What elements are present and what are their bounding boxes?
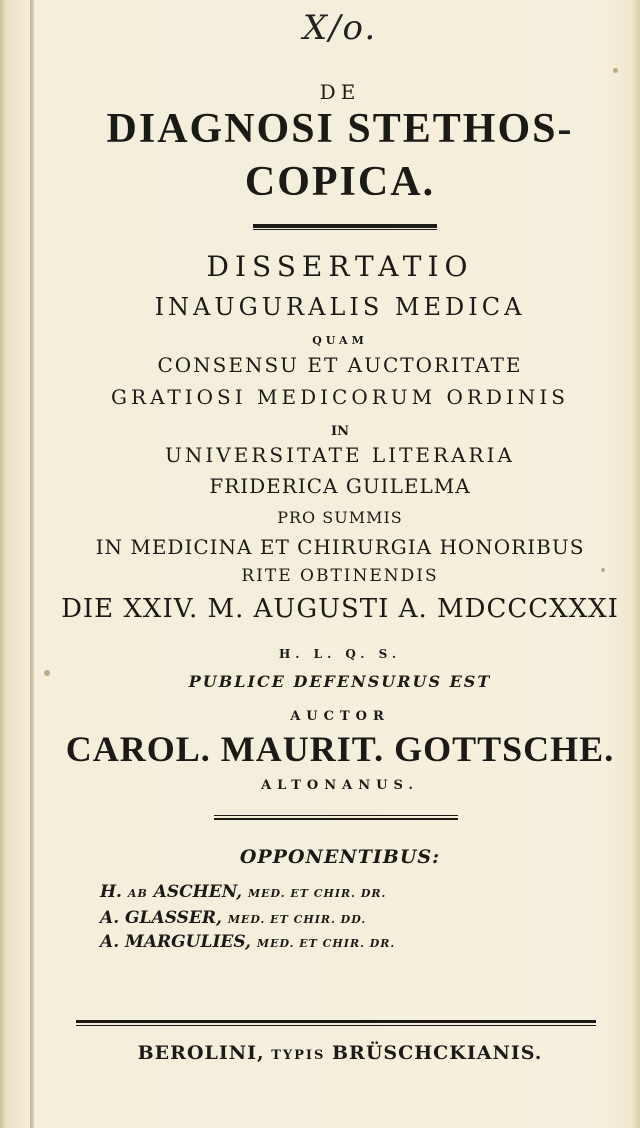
consensu-text: CONSENSU ET AUCTORITATE: [157, 353, 523, 377]
paper-speck: [44, 670, 50, 676]
imprint-typis: TYPIS: [271, 1048, 326, 1063]
opponent-title: MED. ET CHIR. DR.: [247, 887, 387, 900]
title-line-2: COPICA.: [244, 159, 436, 205]
opponent-line: [100, 882, 386, 902]
title-rule-thin: [253, 229, 437, 230]
bottom-rule-thick: [76, 1020, 596, 1023]
rite-text: RITE OBTINENDIS: [241, 566, 439, 586]
imprint: [60, 1042, 620, 1064]
opponent-initial: A.: [100, 932, 120, 952]
title-page: [60, 0, 620, 1128]
title-line-1: DIAGNOSI STETHOS-: [106, 106, 574, 152]
binding-shadow: [30, 0, 34, 1128]
opponent-initial: H.: [100, 882, 122, 902]
opponents-heading: OPPONENTIBUS:: [239, 846, 441, 868]
opponent-name: GLASSER,: [125, 908, 222, 928]
quam-text: QUAM: [312, 334, 368, 347]
title-prefix: DE: [319, 80, 361, 104]
bottom-rule-thin: [76, 1025, 596, 1026]
handwritten-shelfmark: X/o.: [302, 8, 378, 48]
dissertation-heading: DISSERTATIO: [206, 250, 474, 283]
in-medicina-text: IN MEDICINA ET CHIRURGIA HONORIBUS: [95, 535, 585, 559]
page-edge: [630, 0, 640, 1128]
title-rule: [253, 224, 437, 228]
friderica-text: FRIDERICA GUILELMA: [209, 474, 471, 498]
section-rule-top: [214, 815, 458, 816]
opponent-title: MED. ET CHIR. DD.: [227, 913, 367, 926]
in-text: IN: [331, 424, 349, 439]
defense-date: DIE XXIV. M. AUGUSTI A. MDCCCXXXI: [61, 594, 619, 624]
imprint-printer: BRÜSCHCKIANIS.: [331, 1042, 543, 1064]
author-origin: ALTONANUS.: [261, 778, 419, 793]
opponent-name: ASCHEN,: [153, 882, 243, 902]
hlqs-text: H. L. Q. S.: [278, 647, 402, 661]
opponent-prefix: AB: [127, 887, 148, 900]
dissertation-subheading: INAUGURALIS MEDICA: [154, 293, 526, 321]
opponent-line: [100, 908, 366, 928]
auctor-label: AUCTOR: [290, 709, 390, 724]
pro-summis-text: PRO SUMMIS: [277, 508, 403, 527]
opponent-initial: A.: [100, 908, 120, 928]
section-rule-bottom: [214, 818, 458, 820]
publice-text: PUBLICE DEFENSURUS EST: [188, 672, 492, 691]
imprint-city: BEROLINI,: [137, 1042, 265, 1064]
gratiosi-text: GRATIOSI MEDICORUM ORDINIS: [111, 385, 569, 409]
universitate-text: UNIVERSITATE LITERARIA: [165, 443, 515, 467]
opponent-title: MED. ET CHIR. DR.: [256, 937, 396, 950]
author-name: CAROL. MAURIT. GOTTSCHE.: [65, 729, 615, 769]
opponent-line: [100, 932, 395, 952]
opponent-name: MARGULIES,: [125, 932, 251, 952]
